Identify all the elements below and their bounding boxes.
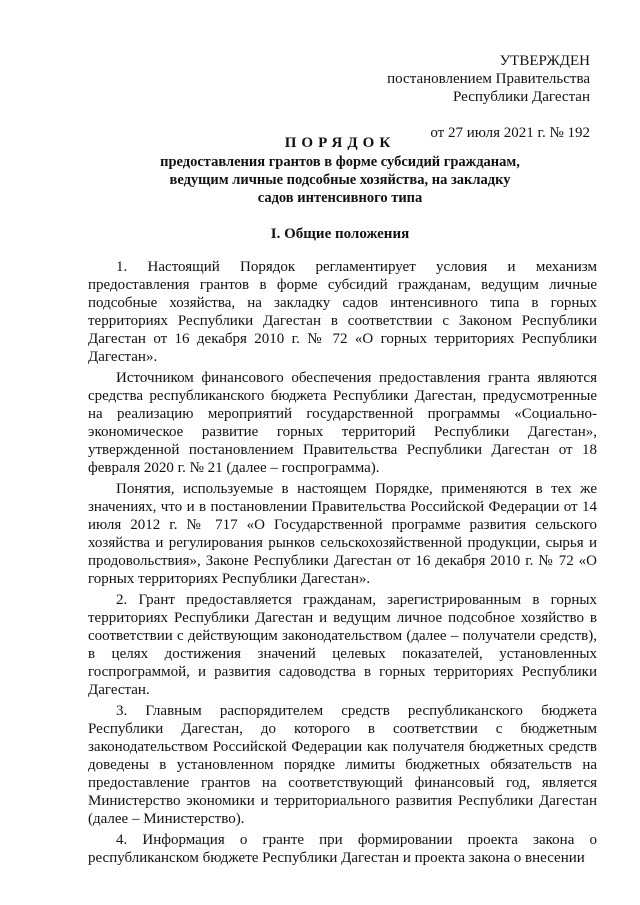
paragraph: 2. Грант предоставляется гражданам, зарегистрированным в горных территориях Республики Дагестан и ведущим личное подсобное хозяйство в соответствии с действующим законодательством (далее – получатели средств), в целях достижения значений целевых показателей, установленных госпрограммой, и развития садоводства в горных территориях Республики Дагестан.: [88, 592, 597, 698]
title-line-1: предоставления грантов в форме субсидий гражданам,: [160, 154, 520, 170]
approval-stamp: [340, 52, 590, 142]
approval-line-republic: Республики Дагестан: [453, 89, 590, 105]
approval-line-approved: УТВЕРЖДЕН: [499, 53, 590, 69]
approval-line-resolution: постановлением Правительства: [387, 71, 590, 87]
paragraph: Источником финансового обеспечения предоставления гранта являются средства республиканского бюджета Республики Дагестан, предусмотренные на реализацию мероприятий государственной программы «Социально-экономическое развитие горных территорий Республики Дагестан», утвержденной постановлением Правительства Республики Дагестан от 18 февраля 2020 г. № 21 (далее – госпрограмма).: [88, 370, 597, 476]
paragraph: 3. Главным распорядителем средств республиканского бюджета Республики Дагестан, до которого в соответствии с бюджетным законодательством Российской Федерации как получателя бюджетных средств доведены в установленном порядке лимиты бюджетных обязательств на предоставление грантов на соответствующий финансовый год, является Министерство экономики и территориального развития Республики Дагестан (далее – Министерство).: [88, 703, 597, 827]
paragraph: Понятия, используемые в настоящем Порядке, применяются в тех же значениях, что и в постановлении Правительства Российской Федерации от 14 июля 2012 г. № 717 «О Государственной программе развития сельского хозяйства и регулирования рынков сельскохозяйственной продукции, сырья и продовольствия», Законе Республики Дагестан от 16 декабря 2010 г. № 72 «О горных территориях Республики Дагестан».: [88, 481, 597, 587]
document-body: [88, 258, 597, 867]
document-title: [80, 133, 600, 207]
approval-date: от 27 июля 2021 г. № 192: [430, 125, 590, 141]
title-line-2: ведущим личные подсобные хозяйства, на закладку: [169, 172, 511, 188]
paragraph: 1. Настоящий Порядок регламентирует условия и механизм предоставления грантов в форме субсидий гражданам, ведущим личные подсобные хозяйства, на закладку садов интенсивного типа в горных территориях Республики Дагестан в соответствии с Законом Республики Дагестан от 16 декабря 2010 г. № 72 «О горных территориях Республики Дагестан».: [88, 259, 597, 365]
title-line-3: садов интенсивного типа: [257, 190, 423, 206]
title-heading: ПОРЯДОК: [284, 135, 396, 151]
section-title: I. Общие положения: [270, 226, 410, 242]
paragraph: 4. Информация о гранте при формировании проекта закона о республиканском бюджете Республики Дагестан и проекта закона о внесении: [88, 832, 597, 866]
